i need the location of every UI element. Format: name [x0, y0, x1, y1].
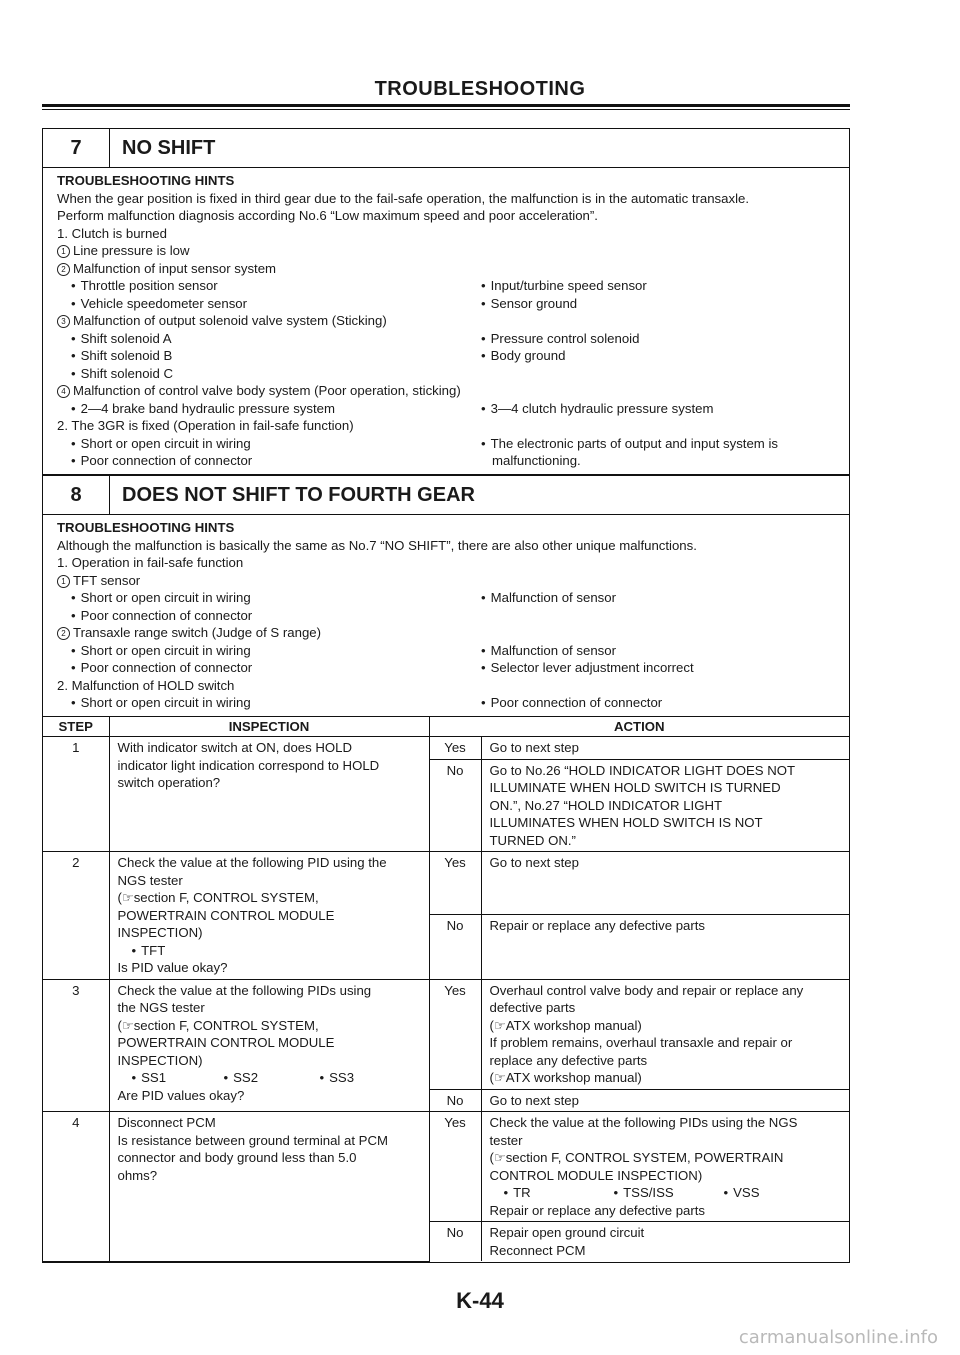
inspection-text: ohms? [117, 1167, 158, 1183]
inspection-text: Is PID value okay? [117, 960, 228, 975]
action-text: Reconnect PCM [489, 1242, 586, 1258]
bullet-row [57, 607, 835, 625]
no-label: No [429, 759, 481, 852]
hint-text: Malfunction of output solenoid valve system (Sticking) [73, 313, 387, 328]
section-title: NO SHIFT [122, 136, 216, 159]
inspection-text: INSPECTION) [117, 1052, 203, 1068]
page-number: K-44 [456, 1288, 504, 1313]
bullet-item: • Selector lever adjustment incorrect [481, 659, 694, 677]
action-cell [481, 979, 849, 1089]
circled-number: 4 [57, 385, 70, 398]
bullet-row [57, 452, 835, 470]
bullet-item: • Pressure control solenoid [481, 330, 639, 348]
inspection-text: the NGS tester [117, 1000, 205, 1015]
bullet-row [57, 642, 835, 660]
hint-text: When the gear position is fixed in third gear due to the fail-safe operation, the malfunction is in the automatic transaxle. [57, 190, 750, 206]
action-cell [481, 759, 849, 852]
bullet-continuation: malfunctioning. [492, 453, 581, 468]
pid-item: • SS2 [224, 1069, 320, 1087]
bullet-row [57, 365, 835, 383]
bullet-row [57, 694, 835, 712]
watermark: carmanualsonline.info [738, 1327, 938, 1348]
hint-text: Malfunction of control valve body system (Poor operation, sticking) [73, 383, 461, 398]
action-text: Overhaul control valve body and repair or replace any [489, 982, 804, 998]
bullet-item: • Poor connection of connector [481, 694, 662, 712]
action-text: If problem remains, overhaul transaxle and repair or [489, 1035, 793, 1050]
action-text: tester [489, 1132, 523, 1148]
action-text: Go to No.26 “HOLD INDICATOR LIGHT DOES NOT [489, 762, 796, 778]
table-row [43, 979, 849, 1089]
hint-item [57, 260, 835, 278]
bullet-item: • Shift solenoid B [71, 347, 481, 365]
column-header-step: STEP [43, 716, 109, 737]
bullet-item: • Body ground [481, 347, 565, 365]
action-text: Repair or replace any defective parts [489, 1202, 706, 1218]
action-text: replace any defective parts [489, 1052, 648, 1068]
pid-item: • VSS [724, 1184, 760, 1202]
bullet-row [57, 435, 835, 453]
section-title-bar [43, 476, 849, 515]
inspection-text: Is resistance between ground terminal at PCM [117, 1132, 388, 1148]
hints-title: TROUBLESHOOTING HINTS [57, 520, 235, 535]
bullet-row [57, 589, 835, 607]
bullet-item: • Shift solenoid C [71, 366, 173, 381]
column-header-action: ACTION [429, 716, 849, 737]
section-number: 8 [43, 476, 110, 514]
bullet-row [57, 659, 835, 677]
pid-item: • SS3 [320, 1069, 355, 1087]
bullet-row [57, 400, 835, 418]
table-row [43, 1112, 849, 1222]
yes-label: Yes [429, 979, 481, 1089]
inspection-text: indicator light indication correspond to HOLD [117, 757, 380, 773]
no-label: No [429, 1089, 481, 1112]
bullet-row [57, 277, 835, 295]
action-cell [481, 1222, 849, 1262]
step-number: 3 [43, 979, 109, 1112]
hint-item: 2. Malfunction of HOLD switch [57, 677, 235, 693]
no-label: No [429, 1222, 481, 1262]
action-text: defective parts [489, 1000, 576, 1015]
bullet-row [57, 330, 835, 348]
action-text: Check the value at the following PIDs using the NGS [489, 1115, 798, 1130]
hint-item [57, 312, 835, 330]
hint-item: 1. Clutch is burned [57, 225, 167, 241]
yes-label: Yes [429, 1112, 481, 1222]
hint-text: Although the malfunction is basically the same as No.7 “NO SHIFT”, there are also other unique malfunctions. [57, 537, 697, 553]
bullet-item: • Shift solenoid A [71, 330, 481, 348]
pid-item: • TR [504, 1184, 614, 1202]
bullet-item: • The electronic parts of output and input system is [481, 435, 778, 453]
hint-text: Line pressure is low [73, 243, 190, 258]
pid-item: • SS1 [132, 1069, 224, 1087]
inspection-text: INSPECTION) [117, 925, 203, 940]
hint-item [57, 572, 835, 590]
pid-item: • TSS/ISS [614, 1184, 724, 1202]
troubleshooting-hints [43, 515, 849, 716]
step-number: 1 [43, 737, 109, 852]
circled-number: 2 [57, 263, 70, 276]
bullet-item: • Short or open circuit in wiring [71, 589, 481, 607]
inspection-text: Are PID values okay? [117, 1087, 245, 1103]
action-text: (☞section F, CONTROL SYSTEM, POWERTRAIN [489, 1150, 784, 1165]
hint-item [57, 242, 835, 260]
inspection-text: Disconnect PCM [117, 1115, 216, 1130]
inspection-text: With indicator switch at ON, does HOLD [117, 740, 353, 755]
hint-text: Perform malfunction diagnosis according No.6 “Low maximum speed and poor acceleration”. [57, 208, 598, 223]
pid-item: • TFT [132, 943, 166, 958]
troubleshooting-hints [43, 168, 849, 474]
bullet-item: • Sensor ground [481, 295, 577, 313]
inspection-table [43, 716, 849, 1262]
section-no-shift [42, 128, 850, 475]
bullet-item: • 2—4 brake band hydraulic pressure system [71, 400, 481, 418]
bullet-row [57, 295, 835, 313]
action-text: ILLUMINATE WHEN HOLD SWITCH IS TURNED [489, 780, 781, 795]
step-number: 4 [43, 1112, 109, 1262]
action-text: Repair open ground circuit [489, 1225, 645, 1240]
circled-number: 1 [57, 245, 70, 258]
circled-number: 2 [57, 627, 70, 640]
bullet-item: • Short or open circuit in wiring [71, 435, 481, 453]
action-cell: Go to next step [481, 737, 849, 760]
inspection-text: switch operation? [117, 775, 221, 790]
section-title: DOES NOT SHIFT TO FOURTH GEAR [122, 483, 475, 506]
bullet-item: • Short or open circuit in wiring [71, 694, 481, 712]
section-title-bar [43, 129, 849, 168]
bullet-item: • Input/turbine speed sensor [481, 277, 647, 295]
column-header-inspection: INSPECTION [109, 716, 429, 737]
action-text: (☞ATX workshop manual) [489, 1017, 642, 1033]
bullet-row [57, 347, 835, 365]
inspection-cell [109, 737, 429, 852]
hint-text: Transaxle range switch (Judge of S range) [73, 625, 321, 640]
no-label: No [429, 915, 481, 980]
bullet-item: • Poor connection of connector [71, 608, 252, 623]
hint-item [57, 382, 835, 400]
inspection-text: (☞section F, CONTROL SYSTEM, [117, 1017, 319, 1033]
hint-text: Malfunction of input sensor system [73, 260, 277, 276]
page-title: TROUBLESHOOTING [374, 78, 586, 100]
bullet-item: • 3—4 clutch hydraulic pressure system [481, 400, 713, 418]
step-number: 2 [43, 852, 109, 980]
hint-item [57, 624, 835, 642]
action-text: TURNED ON.” [489, 832, 576, 848]
table-header-row [43, 716, 849, 737]
section-number: 7 [43, 129, 110, 167]
bullet-item: • Throttle position sensor [71, 277, 481, 295]
inspection-text: Check the value at the following PIDs using [117, 982, 372, 998]
inspection-text: connector and body ground less than 5.0 [117, 1150, 357, 1165]
table-row [43, 737, 849, 760]
pid-list [118, 1069, 421, 1087]
section-no-fourth-gear [42, 475, 850, 1263]
yes-label: Yes [429, 737, 481, 760]
action-cell: Go to next step [481, 852, 849, 915]
header-rule [42, 104, 850, 110]
action-cell [481, 1112, 849, 1222]
inspection-cell [109, 852, 429, 980]
hint-text: TFT sensor [73, 572, 141, 588]
hint-item: 2. The 3GR is fixed (Operation in fail-safe function) [57, 418, 354, 433]
hints-title: TROUBLESHOOTING HINTS [57, 173, 235, 188]
inspection-text: Check the value at the following PID using the [117, 855, 387, 870]
action-text: ILLUMINATES WHEN HOLD SWITCH IS NOT [489, 815, 763, 830]
inspection-cell [109, 979, 429, 1112]
inspection-text: POWERTRAIN CONTROL MODULE [117, 1035, 335, 1050]
action-cell: Repair or replace any defective parts [481, 915, 849, 980]
yes-label: Yes [429, 852, 481, 915]
circled-number: 3 [57, 315, 70, 328]
bullet-item: • Malfunction of sensor [481, 589, 616, 607]
bullet-item: • Poor connection of connector [71, 659, 481, 677]
inspection-text: NGS tester [117, 872, 183, 888]
action-text: ON.”, No.27 “HOLD INDICATOR LIGHT [489, 797, 723, 813]
bullet-item: • Malfunction of sensor [481, 642, 616, 660]
bullet-item: • Poor connection of connector [71, 452, 481, 470]
action-text: (☞ATX workshop manual) [489, 1070, 642, 1085]
inspection-cell [109, 1112, 429, 1262]
inspection-text: POWERTRAIN CONTROL MODULE [117, 907, 335, 923]
action-cell: Go to next step [481, 1089, 849, 1112]
table-row [43, 852, 849, 915]
pid-list [490, 1184, 842, 1202]
action-text: CONTROL MODULE INSPECTION) [489, 1167, 703, 1183]
hint-item: 1. Operation in fail-safe function [57, 555, 244, 570]
bullet-item: • Vehicle speedometer sensor [71, 295, 481, 313]
circled-number: 1 [57, 575, 70, 588]
inspection-text: (☞section F, CONTROL SYSTEM, [117, 890, 319, 905]
bullet-item: • Short or open circuit in wiring [71, 642, 481, 660]
